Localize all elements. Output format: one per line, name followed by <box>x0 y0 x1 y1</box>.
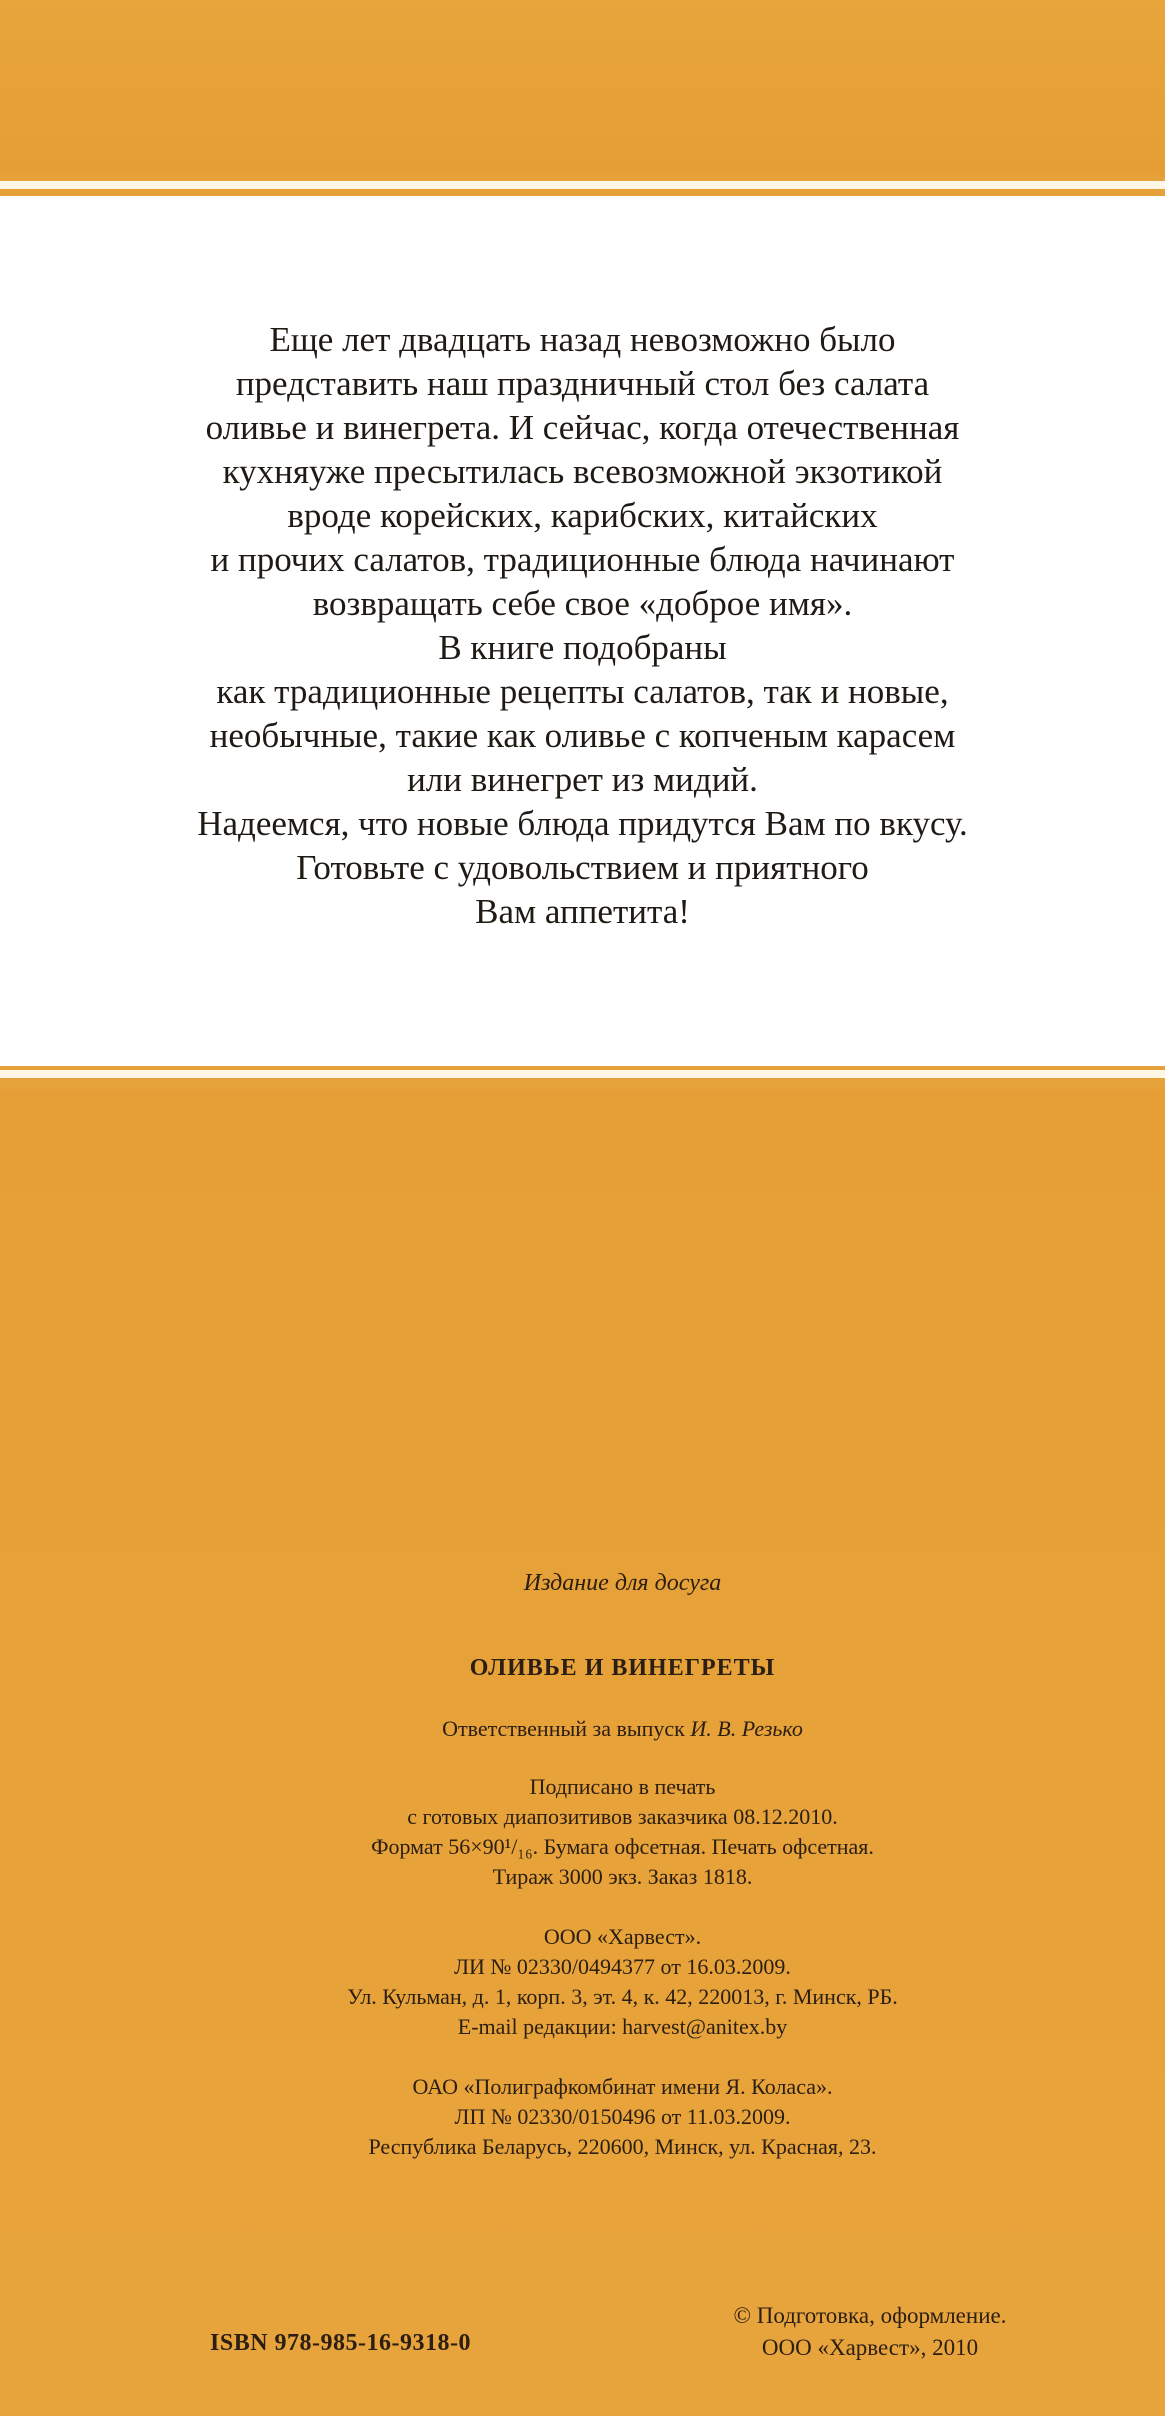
bottom-divider-rule <box>0 1070 1165 1078</box>
book-title: ОЛИВЬЕ И ВИНЕГРЕТЫ <box>469 1655 776 1681</box>
editor-line <box>0 1716 1165 1742</box>
intro-line: и прочих салатов, традиционные блюда начинают <box>210 540 955 579</box>
printer-info <box>0 2072 1165 2162</box>
print-info-line: Тираж 3000 экз. Заказ 1818. <box>492 1864 753 1889</box>
print-info <box>0 1772 1165 1892</box>
top-divider-rule <box>0 181 1165 189</box>
printer-line: Республика Беларусь, 220600, Минск, ул. Красная, 23. <box>368 2134 877 2159</box>
printer-line: ЛП № 02330/0150496 от 11.03.2009. <box>454 2104 791 2129</box>
intro-line: возвращать себе свое «доброе имя». <box>312 584 853 623</box>
copyright-line: ООО «Харвест», 2010 <box>761 2335 979 2360</box>
publisher-email: E-mail редакции: harvest@anitex.by <box>457 2014 788 2039</box>
publisher-info <box>0 1922 1165 2042</box>
intro-line: вроде корейских, карибских, китайских <box>287 496 878 535</box>
intro-text <box>60 318 1105 934</box>
editor-label: Ответственный за выпуск <box>442 1716 685 1741</box>
print-info-line: с готовых диапозитивов заказчика 08.12.2010. <box>407 1804 838 1829</box>
intro-line: представить наш праздничный стол без салата <box>235 364 930 403</box>
print-info-line: Формат 56×90¹/₁₆. Бумага офсетная. Печать офсетная. <box>371 1834 874 1859</box>
intro-line: как традиционные рецепты салатов, так и новые, <box>216 672 949 711</box>
isbn: ISBN 978-985-16-9318-0 <box>210 2330 471 2356</box>
edition-subtitle: Издание для досуга <box>523 1570 722 1596</box>
intro-line: необычные, такие как оливье с копченым карасем <box>209 716 956 755</box>
intro-line: Готовьте с удовольствием и приятного <box>296 848 869 887</box>
intro-line: или винегрет из мидий. <box>407 760 758 799</box>
publisher-line: ЛИ № 02330/0494377 от 16.03.2009. <box>454 1954 791 1979</box>
printer-line: ОАО «Полиграфкомбинат имени Я. Коласа». <box>412 2074 833 2099</box>
intro-line: Вам аппетита! <box>475 892 690 931</box>
intro-line: оливье и винегрета. И сейчас, когда отечественная <box>205 408 960 447</box>
intro-line: Надеемся, что новые блюда придутся Вам по вкусу. <box>197 804 968 843</box>
copyright-line: © Подготовка, оформление. <box>733 2303 1007 2328</box>
intro-line: В книге подобраны <box>438 628 727 667</box>
intro-line: Еще лет двадцать назад невозможно было <box>269 320 896 359</box>
top-orange-band <box>0 0 1165 175</box>
editor-name: И. В. Резько <box>690 1716 803 1741</box>
intro-line: кухняуже пресытилась всевозможной экзотикой <box>222 452 943 491</box>
copyright <box>680 2300 1060 2364</box>
publisher-line: Ул. Кульман, д. 1, корп. 3, эт. 4, к. 42, 220013, г. Минск, РБ. <box>347 1984 898 2009</box>
print-info-line: Подписано в печать <box>529 1774 716 1799</box>
imprint-block <box>0 1570 1165 2162</box>
publisher-line: ООО «Харвест». <box>543 1924 702 1949</box>
